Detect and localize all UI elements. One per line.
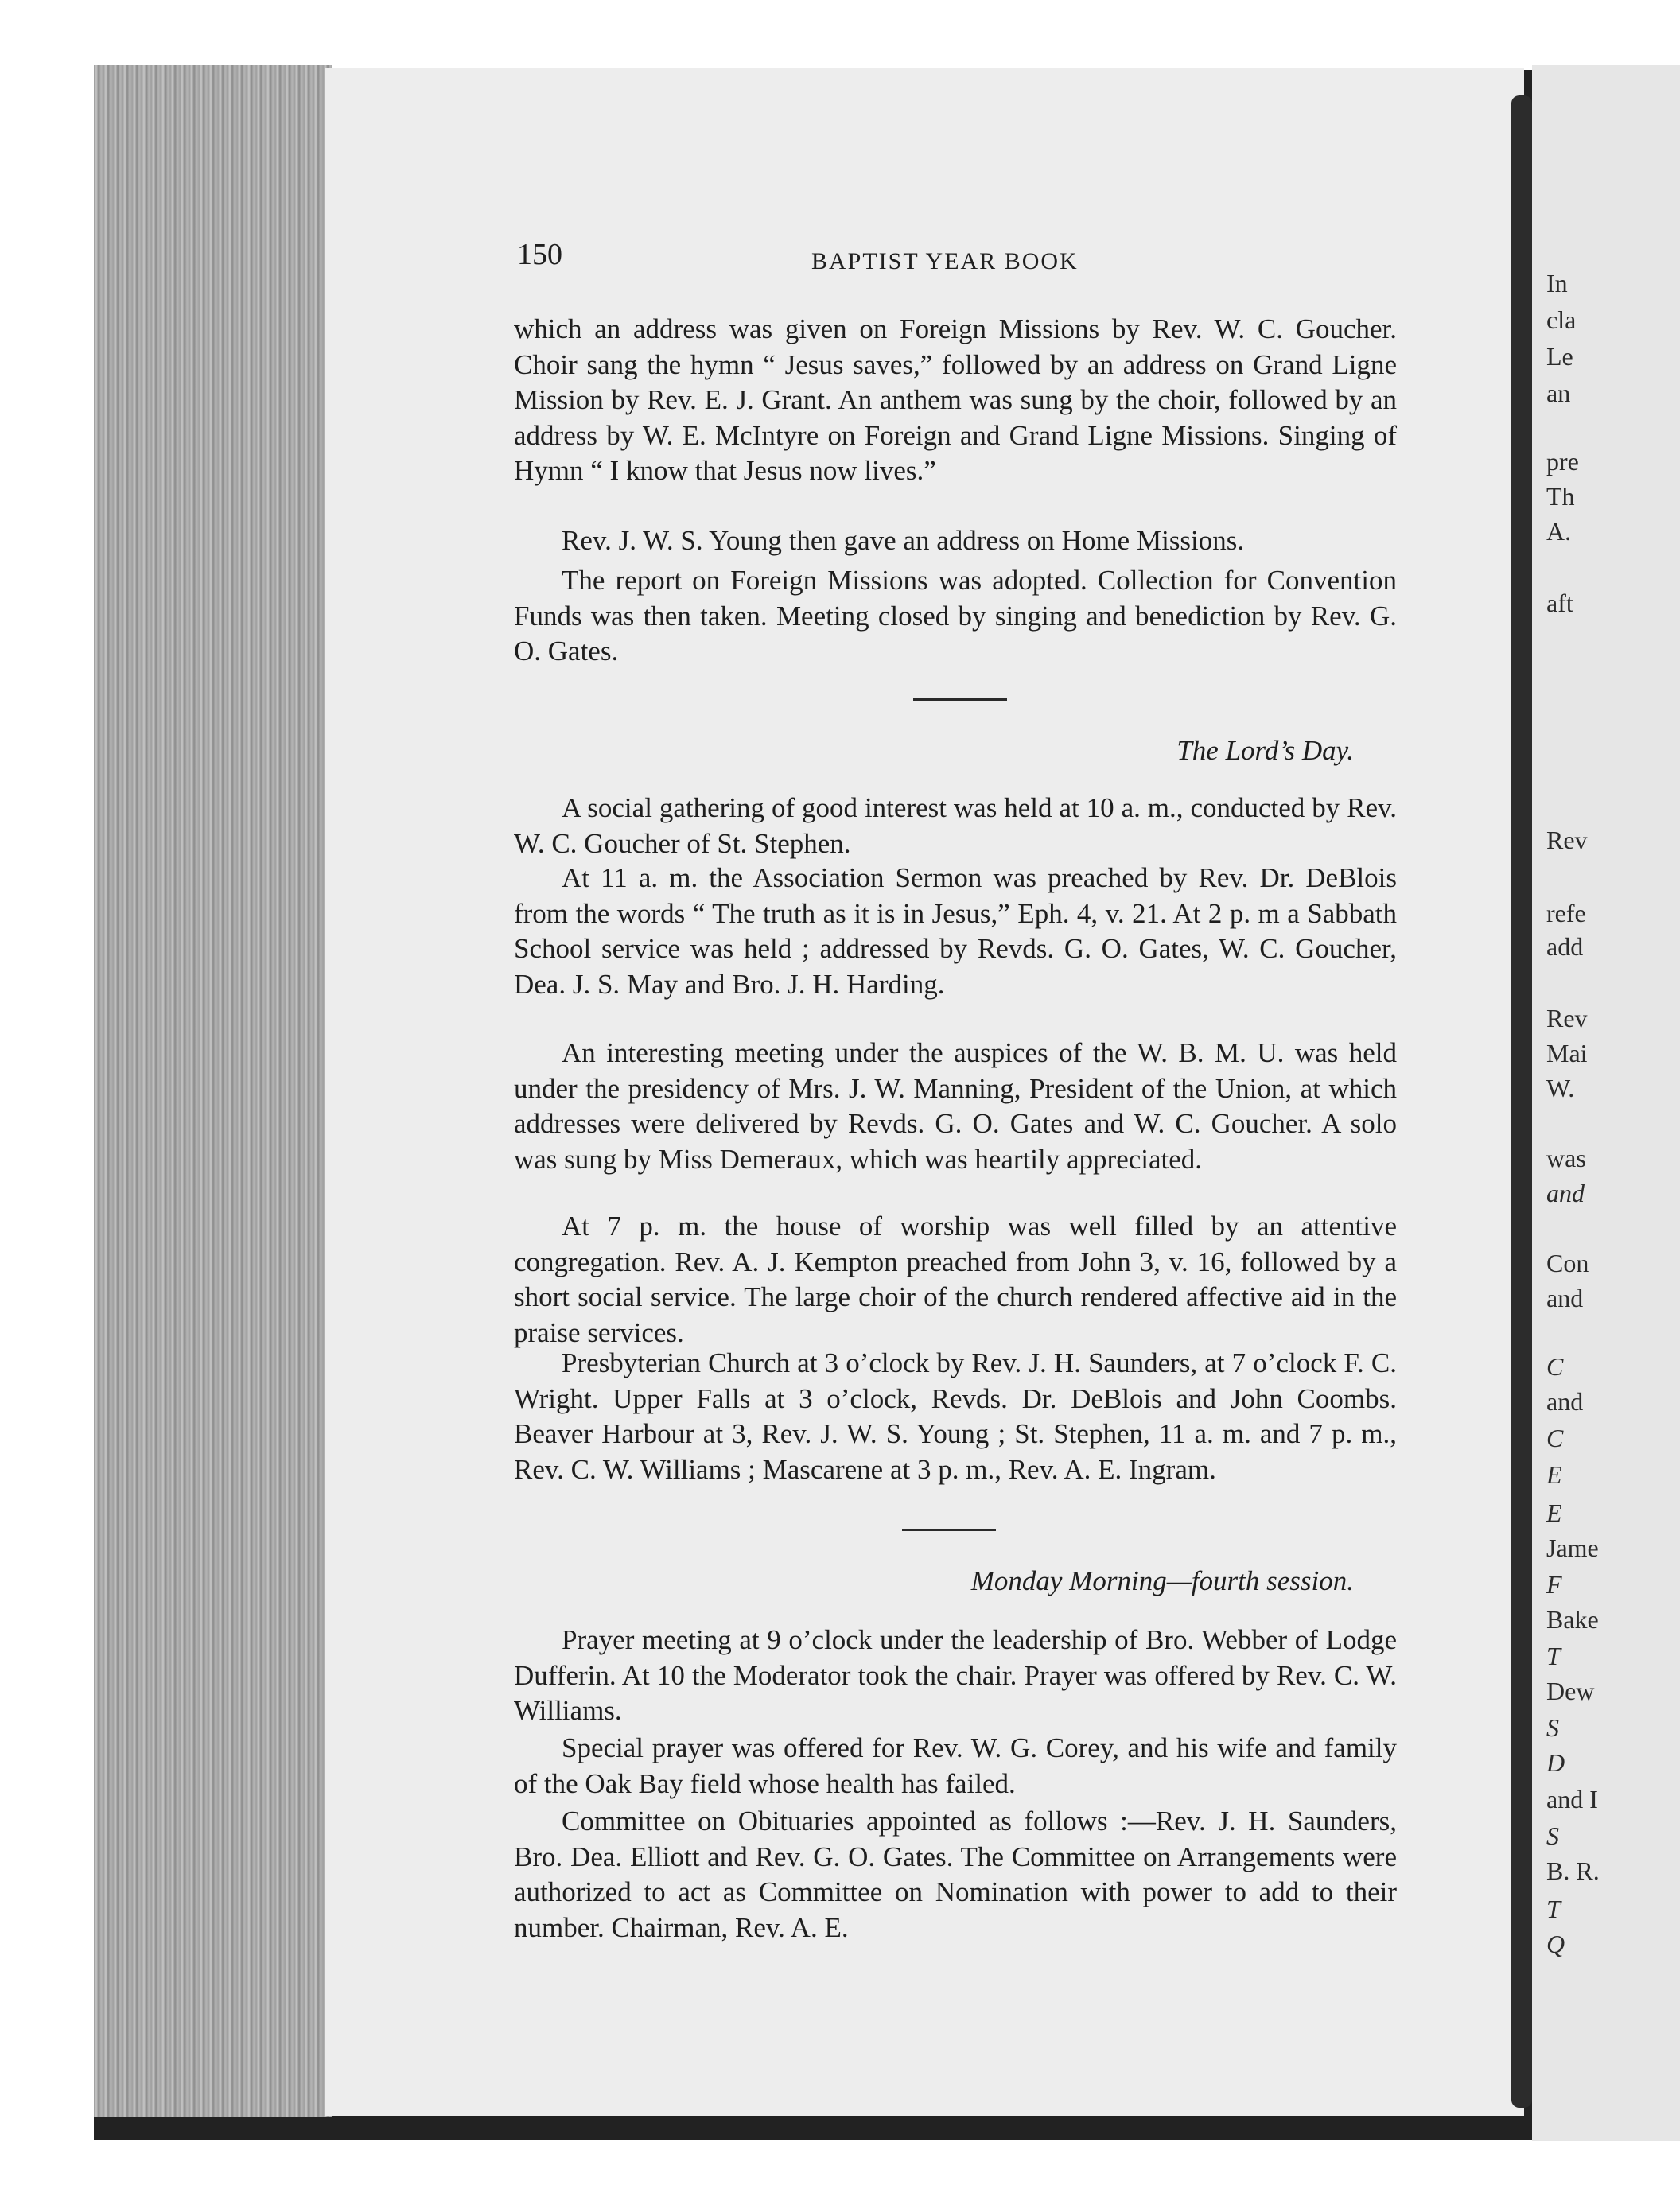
heading-lords-day: The Lord’s Day. xyxy=(1176,735,1354,766)
facing-page-text-fragment: aft xyxy=(1546,589,1573,617)
facing-page-text-fragment: cla xyxy=(1546,305,1577,334)
facing-page-text-fragment: In xyxy=(1546,269,1568,297)
facing-page-text-fragment: S xyxy=(1546,1821,1559,1850)
facing-page-text-fragment: Mai xyxy=(1546,1039,1588,1067)
facing-page-text-fragment: and xyxy=(1546,1387,1584,1416)
facing-page-text-fragment: add xyxy=(1546,932,1584,961)
paragraph-home-missions: Rev. J. W. S. Young then gave an address on Home Missions. xyxy=(562,525,1245,556)
facing-page-text-fragment: pre xyxy=(1546,447,1579,476)
section-rule xyxy=(902,1529,996,1531)
facing-page-text-fragment: Rev xyxy=(1546,826,1588,854)
book-spine xyxy=(1511,95,1532,2108)
top-margin xyxy=(0,0,1680,70)
facing-page-text-fragment: refe xyxy=(1546,899,1586,927)
paragraph-committees: Committee on Obituaries appointed as follows :—Rev. J. H. Saunders, Bro. Dea. Elliott and Rev. G. O. Gates. The Committee on Arrangements were authorized to act as Committee on Nomination with power to add to their number. Chairman, Rev. A. E. xyxy=(514,1806,1397,1943)
facing-page-text-fragment: W. xyxy=(1546,1074,1575,1102)
left-margin xyxy=(0,0,94,2208)
facing-page-text-fragment: Le xyxy=(1546,342,1573,371)
facing-page-text-fragment: E xyxy=(1546,1499,1562,1527)
heading-monday-morning: Monday Morning—fourth session. xyxy=(970,1565,1354,1596)
paragraph-evening-worship: At 7 p. m. the house of worship was well filled by an attentive congregation. Rev. A. J. Kempton preached from John 3, v. 16, followed by a short social service. The large choir of the church rendered affective aid in the praise services. xyxy=(514,1211,1397,1348)
facing-page-text-fragment: Con xyxy=(1546,1249,1589,1277)
facing-page-text-fragment: and xyxy=(1546,1284,1584,1312)
facing-page-text-fragment: Th xyxy=(1546,482,1575,511)
paragraph-report-adopted: The report on Foreign Missions was adopted. Collection for Convention Funds was then taken. Meeting closed by singing and benediction by Rev. G. O. Gates. xyxy=(514,565,1397,667)
facing-page-text-fragment: T xyxy=(1546,1642,1561,1670)
facing-page-text-fragment: E xyxy=(1546,1460,1562,1489)
facing-page-text-fragment: Rev xyxy=(1546,1004,1588,1032)
paragraph-other-services: Presbyterian Church at 3 o’clock by Rev. J. H. Saunders, at 7 o’clock F. C. Wright. Upper Falls at 3 o’clock, Revds. Dr. DeBlois and John Coombs. Beaver Harbour at 3, Rev. J. W. S. Young ; St. Stephen, 11 a. m. and 7 p. m., Rev. C. W. Williams ; Mascarene at 3 p. m., Rev. A. E. Ingram. xyxy=(514,1347,1397,1485)
facing-page-text-fragment: S xyxy=(1546,1713,1559,1742)
bottom-margin xyxy=(0,2140,1680,2208)
running-head: BAPTIST YEAR BOOK xyxy=(811,248,1079,274)
facing-page-text-fragment: F xyxy=(1546,1570,1562,1599)
facing-page-text-fragment: B. R. xyxy=(1546,1856,1600,1885)
paragraph-prayer-meeting: Prayer meeting at 9 o’clock under the leadership of Bro. Webber of Lodge Dufferin. At 10 the Moderator took the chair. Prayer was offered by Rev. C. W. Williams. xyxy=(514,1624,1397,1726)
paragraph-wbmu-meeting: An interesting meeting under the auspices of the W. B. M. U. was held under the presidency of Mrs. J. W. Manning, President of the Union, at which addresses were delivered by Revds. G. O. Gates and W. C. Goucher. A solo was sung by Miss Demeraux, which was heartily appreciated. xyxy=(514,1037,1397,1175)
paragraph-association-sermon: At 11 a. m. the Association Sermon was preached by Rev. Dr. DeBlois from the words “ The truth as it is in Jesus,” Eph. 4, v. 21. At 2 p. m a Sabbath School service was held ; addressed by Revds. G. O. Gates, W. C. Goucher, Dea. J. S. May and Bro. J. H. Harding. xyxy=(514,862,1397,1000)
facing-page-text-fragment: T xyxy=(1546,1895,1561,1923)
paragraph-foreign-missions: which an address was given on Foreign Missions by Rev. W. C. Goucher. Choir sang the hymn “ Jesus saves,” followed by an address on Grand Ligne Mission by Rev. E. J. Grant. An anthem was sung by the choir, followed by an address by W. E. McIntyre on Foreign and Grand Ligne Missions. Singing of Hymn “ I know that Jesus now lives.” xyxy=(514,313,1397,486)
facing-page-text-fragment: an xyxy=(1546,379,1571,407)
paragraph-social-gathering: A social gathering of good interest was held at 10 a. m., conducted by Rev. W. C. Goucher of St. Stephen. xyxy=(514,792,1397,859)
page-number: 150 xyxy=(517,238,562,271)
facing-page-text-fragment: Q xyxy=(1546,1930,1565,1958)
page-edges xyxy=(94,65,332,2117)
paragraph-special-prayer: Special prayer was offered for Rev. W. G. Corey, and his wife and family of the Oak Bay field whose health has failed. xyxy=(514,1732,1397,1799)
facing-page-text-fragment: was xyxy=(1546,1144,1586,1172)
section-rule xyxy=(913,698,1007,701)
facing-page-text-fragment: D xyxy=(1546,1748,1565,1777)
facing-page-text-fragment: A. xyxy=(1546,517,1572,546)
facing-page-text-fragment: C xyxy=(1546,1424,1564,1452)
facing-page-text-fragment: Jame xyxy=(1546,1534,1599,1562)
facing-page-text-fragment: C xyxy=(1546,1352,1564,1381)
facing-page-text-fragment: Bake xyxy=(1546,1605,1599,1634)
facing-page-text-fragment: and I xyxy=(1546,1785,1598,1813)
facing-page-text-fragment: Dew xyxy=(1546,1677,1595,1705)
facing-page-text-fragment: and xyxy=(1546,1179,1585,1207)
facing-page-fragment xyxy=(1532,65,1680,2141)
